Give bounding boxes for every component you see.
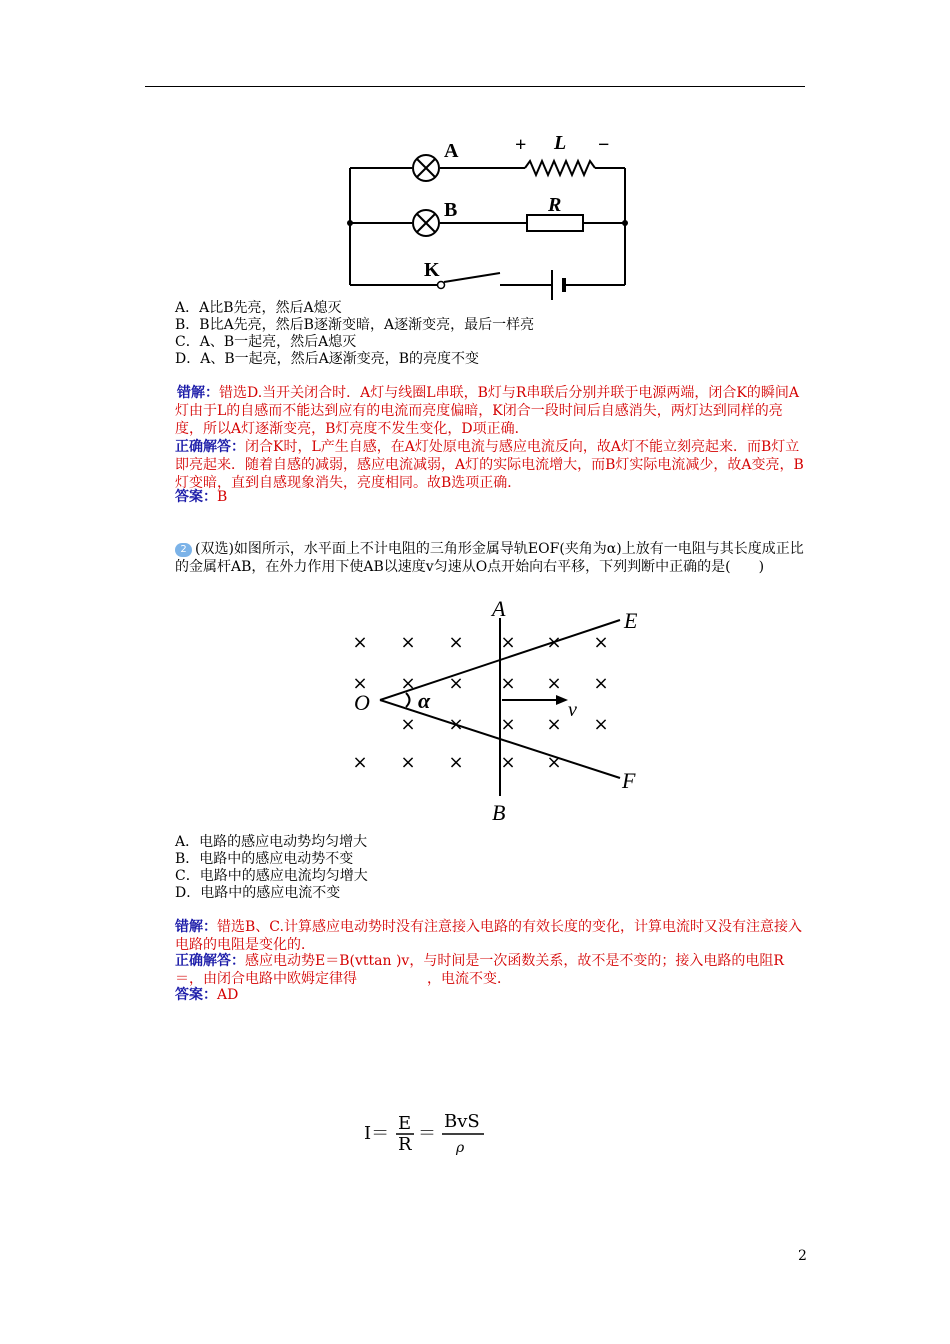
point-e-label: E: [624, 608, 638, 633]
q1-answer-value: B: [217, 489, 228, 505]
svg-text:×: ×: [593, 714, 609, 735]
svg-text:×: ×: [593, 673, 609, 694]
q1-option-b: B．B比A先亮，然后B逐渐变暗，A逐渐变亮，最后一样亮: [175, 317, 535, 333]
q1-correct-solution: [175, 438, 807, 492]
q1-wrong-label: 错解：: [177, 385, 219, 401]
q1-answer: [175, 488, 807, 506]
q2-correct-label: 正确解答：: [175, 953, 245, 969]
q2-option-b: B．电路中的感应电动势不变: [175, 851, 354, 867]
current-formula: [360, 1108, 490, 1160]
q1-wrong-solution: [175, 384, 807, 438]
q2-answer: [175, 986, 807, 1004]
q1-option-d: D．A、B一起亮，然后A逐渐变亮，B的亮度不变: [175, 351, 480, 367]
formula-e: E: [398, 1113, 412, 1134]
q2-correct-solution: [175, 952, 807, 988]
svg-text:×: ×: [546, 632, 562, 653]
q2-option-d: D．电路中的感应电流不变: [175, 885, 341, 901]
rail-diagram: [320, 596, 660, 828]
svg-text:×: ×: [352, 673, 368, 694]
q1-correct-label: 正确解答：: [175, 439, 245, 455]
formula-lhs: I＝: [364, 1123, 390, 1144]
q2-wrong-text: 错选B、C.计算感应电动势时没有注意接入电路的有效长度的变化，计算电流时又没有注意接入电路的电阻是变化的．: [175, 919, 802, 953]
page-number: 2: [798, 1248, 807, 1264]
svg-text:×: ×: [448, 673, 464, 694]
switch-contact: [438, 282, 445, 289]
svg-text:×: ×: [500, 714, 516, 735]
q1-answer-label: 答案：: [175, 489, 217, 505]
svg-text:×: ×: [448, 752, 464, 773]
q1-correct-text: 闭合K时，L产生自感，在A灯处原电流与感应电流反向，故A灯不能立刻亮起来．而B灯立即亮起来．随着自感的减弱，感应电流减弱，A灯的实际电流增大，而B灯实际电流减少，故A变亮，B灯变暗，直到自感现象消失，亮度相同。故B选项正确．: [175, 439, 804, 491]
q2-wrong-solution: [175, 918, 807, 954]
svg-text:×: ×: [593, 632, 609, 653]
point-b-label: B: [492, 800, 506, 825]
svg-text:×: ×: [400, 714, 416, 735]
switch-label: K: [424, 259, 440, 281]
svg-text:×: ×: [546, 673, 562, 694]
q2-stem-text: (双选)如图所示，水平面上不计电阻的三角形金属导轨EOF(夹角为α)上放有一电阻与其长度成正比的金属杆AB，在外力作用下使AB以速度v匀速从O点开始向右平移，下列判断中正确的是( ): [175, 541, 804, 575]
formula-eq: ＝: [418, 1123, 436, 1144]
lamp-a-label: A: [444, 140, 459, 162]
question-number-badge: 2: [175, 543, 192, 557]
angle-alpha-label: α: [418, 688, 431, 713]
point-o-label: O: [354, 690, 370, 715]
point-a-label: A: [492, 596, 506, 621]
q2-answer-label: 答案：: [175, 987, 217, 1003]
svg-text:×: ×: [500, 752, 516, 773]
q2-stem: [175, 540, 807, 576]
svg-text:×: ×: [352, 752, 368, 773]
plus-sign: +: [515, 134, 527, 156]
minus-sign: −: [598, 134, 610, 156]
lamp-b-label: B: [444, 199, 458, 221]
q1-wrong-text: 错选D.当开关闭合时．A灯与线圈L串联，B灯与R串联后分别并联于电源两端，闭合K的瞬间A灯由于L的自感而不能达到应有的电流而亮度偏暗，K闭合一段时间后自感消失，两灯达到同样的亮度，所以A灯逐渐变亮，B灯亮度不发生变化，D项正确．: [175, 385, 799, 437]
svg-text:×: ×: [448, 714, 464, 735]
q2-option-a: A．电路的感应电动势均匀增大: [175, 834, 368, 850]
svg-text:×: ×: [500, 632, 516, 653]
svg-text:×: ×: [500, 673, 516, 694]
svg-text:×: ×: [546, 752, 562, 773]
circuit-diagram: [340, 125, 640, 300]
svg-text:×: ×: [546, 714, 562, 735]
inductor-label: L: [554, 132, 567, 154]
formula-r: R: [398, 1134, 412, 1155]
q1-option-a: A．A比B先亮，然后A熄灭: [175, 300, 342, 316]
svg-text:×: ×: [400, 752, 416, 773]
svg-text:×: ×: [400, 673, 416, 694]
point-f-label: F: [622, 768, 636, 793]
q2-option-c: C．电路中的感应电流均匀增大: [175, 868, 368, 884]
q2-answer-value: AD: [217, 987, 239, 1003]
resistor-label: R: [548, 194, 562, 216]
formula-numerator: BvS: [444, 1111, 480, 1132]
q2-correct-text: 感应电动势E＝B(vttan )v，与时间是一次函数关系，故不是不变的；接入电路的电阻R＝，由闭合电路中欧姆定律得 ，电流不变．: [175, 953, 784, 987]
svg-text:×: ×: [448, 632, 464, 653]
formula-denominator: ρ: [456, 1140, 465, 1156]
velocity-label: v: [568, 699, 577, 721]
q2-wrong-label: 错解：: [175, 919, 217, 935]
svg-text:×: ×: [400, 632, 416, 653]
svg-text:×: ×: [352, 632, 368, 653]
q1-option-c: C．A、B一起亮，然后A熄灭: [175, 334, 357, 350]
header-rule: [145, 86, 805, 87]
